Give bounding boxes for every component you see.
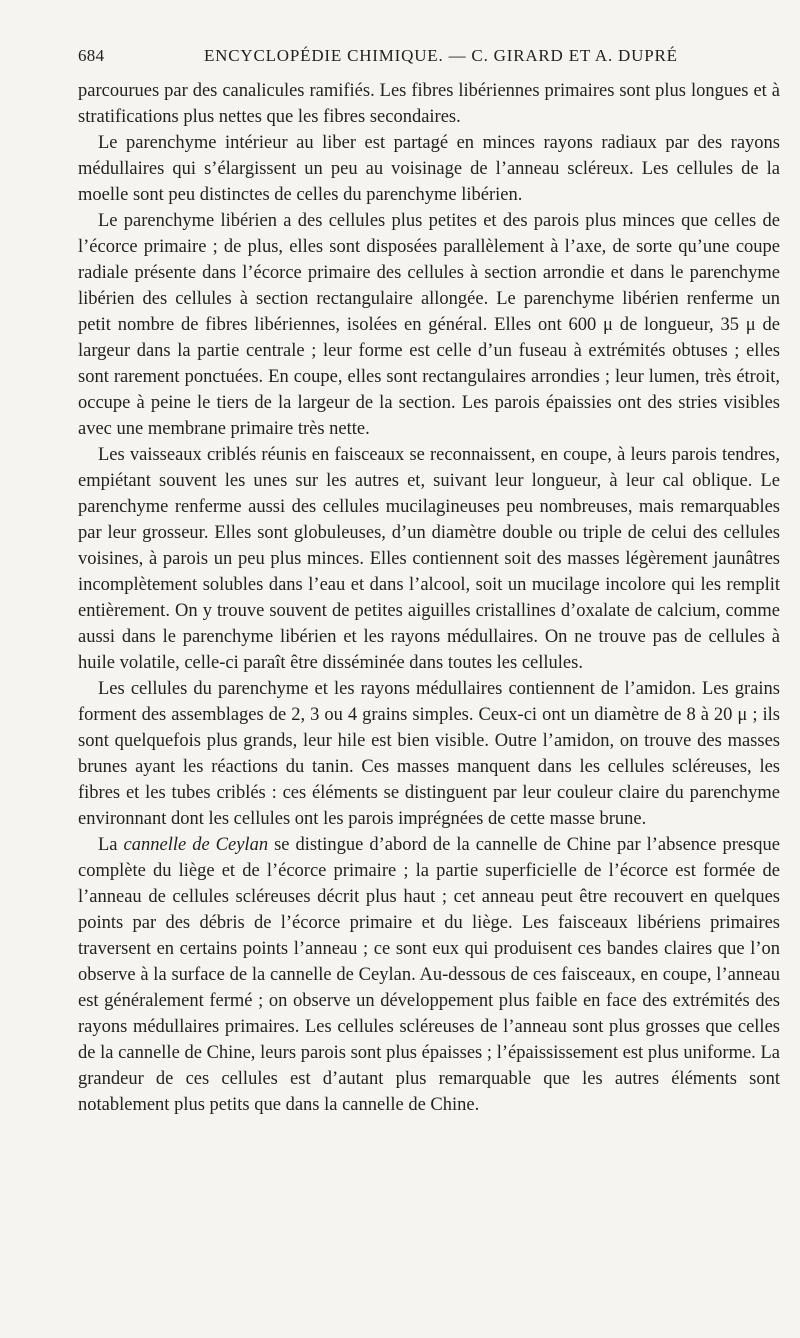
paragraph: parcourues par des canalicules ramifiés. Les fibres libériennes primaires sont plus longues et à stratifications plus nettes que les fibres secondaires. <box>78 81 780 127</box>
paragraph: Les vaisseaux criblés réunis en faisceaux se reconnaissent, en coupe, à leurs parois tendres, empiétant souvent les unes sur les autres et, suivant leur longueur, à leur cal oblique. Le parenchyme renferme aussi des cellules mucilagineuses peu nombreuses, mais remarquables par leur grosseur. Elles sont globuleuses, d’un diamètre double ou triple de celui des cellules voisines, à parois un peu plus minces. Elles contiennent soit des masses légèrement jaunâtres incomplètement solubles dans l’eau et dans l’alcool, soit un mucilage incolore qui les remplit entièrement. On y trouve souvent de petites aiguilles cristallines d’oxalate de calcium, comme aussi dans le parenchyme libérien et les rayons médullaires. On ne trouve pas de cellules à huile volatile, celle-ci paraît être disséminée dans toutes les cellules. <box>78 445 780 673</box>
paragraph <box>78 832 780 1118</box>
paragraph-prefix: La <box>98 835 124 855</box>
body-text <box>78 78 780 1118</box>
paragraph-rest: se distingue d’abord de la cannelle de Chine par l’absence presque complète du liège et de l’écorce primaire ; la partie superficielle de l’écorce est formée de l’anneau de cellules scléreuses décrit plus haut ; cet anneau peut être recouvert en quelques points par des débris de l’écorce primaire et du liège. Les faisceaux libériens primaires traversent en certains points l’anneau ; ce sont eux qui produisent ces bandes claires que l’on observe à la surface de la cannelle de Ceylan. Au-dessous de ces faisceaux, en coupe, l’anneau est généralement fermé ; on observe un développement plus faible en face des extrémités des rayons médullaires primaires. Les cellules scléreuses de l’anneau sont plus grosses que celles de la cannelle de Chine, leurs parois sont plus épaisses ; l’épaississement est plus uniforme. La grandeur de ces cellules est d’autant plus remarquable que les autres éléments sont notablement plus petits que dans la cannelle de Chine. <box>78 835 781 1115</box>
page-header <box>78 46 780 70</box>
running-head: ENCYCLOPÉDIE CHIMIQUE. — C. GIRARD ET A. DUPRÉ <box>204 46 678 65</box>
italic-term: cannelle de Ceylan <box>123 835 269 855</box>
paragraph: Les cellules du parenchyme et les rayons médullaires contiennent de l’amidon. Les grains forment des assemblages de 2, 3 ou 4 grains simples. Ceux-ci ont un diamètre de 8 à 20 μ ; ils sont quelquefois plus grands, leur hile est bien visible. Outre l’amidon, on trouve des masses brunes ayant les réactions du tanin. Ces masses manquent dans les cellules scléreuses, les fibres et les tubes criblés : ces éléments se distinguent par leur couleur claire du parenchyme environnant dont les cellules ont les parois imprégnées de cette masse brune. <box>78 679 780 829</box>
paragraph: Le parenchyme libérien a des cellules plus petites et des parois plus minces que celles de l’écorce primaire ; de plus, elles sont disposées parallèlement à l’axe, de sorte qu’une coupe radiale présente dans l’écorce primaire des cellules à section arrondie et dans le parenchyme libérien des cellules à section rectangulaire allongée. Le parenchyme libérien renferme un petit nombre de fibres libériennes, isolées en général. Elles ont 600 μ de longueur, 35 μ de largeur dans la partie centrale ; leur forme est celle d’un fuseau à extrémités obtuses ; elles sont rarement ponctuées. En coupe, elles sont rectangulaires arrondies ; leur lumen, très étroit, occupe à peine le tiers de la largeur de la section. Les parois épaissies ont des stries visibles avec une membrane primaire très nette. <box>78 211 780 439</box>
page-number: 684 <box>78 46 105 65</box>
paragraph: Le parenchyme intérieur au liber est partagé en minces rayons radiaux par des rayons médullaires qui s’élargissent un peu au voisinage de l’anneau scléreux. Les cellules de la moelle sont peu distinctes de celles du parenchyme libérien. <box>78 133 780 205</box>
